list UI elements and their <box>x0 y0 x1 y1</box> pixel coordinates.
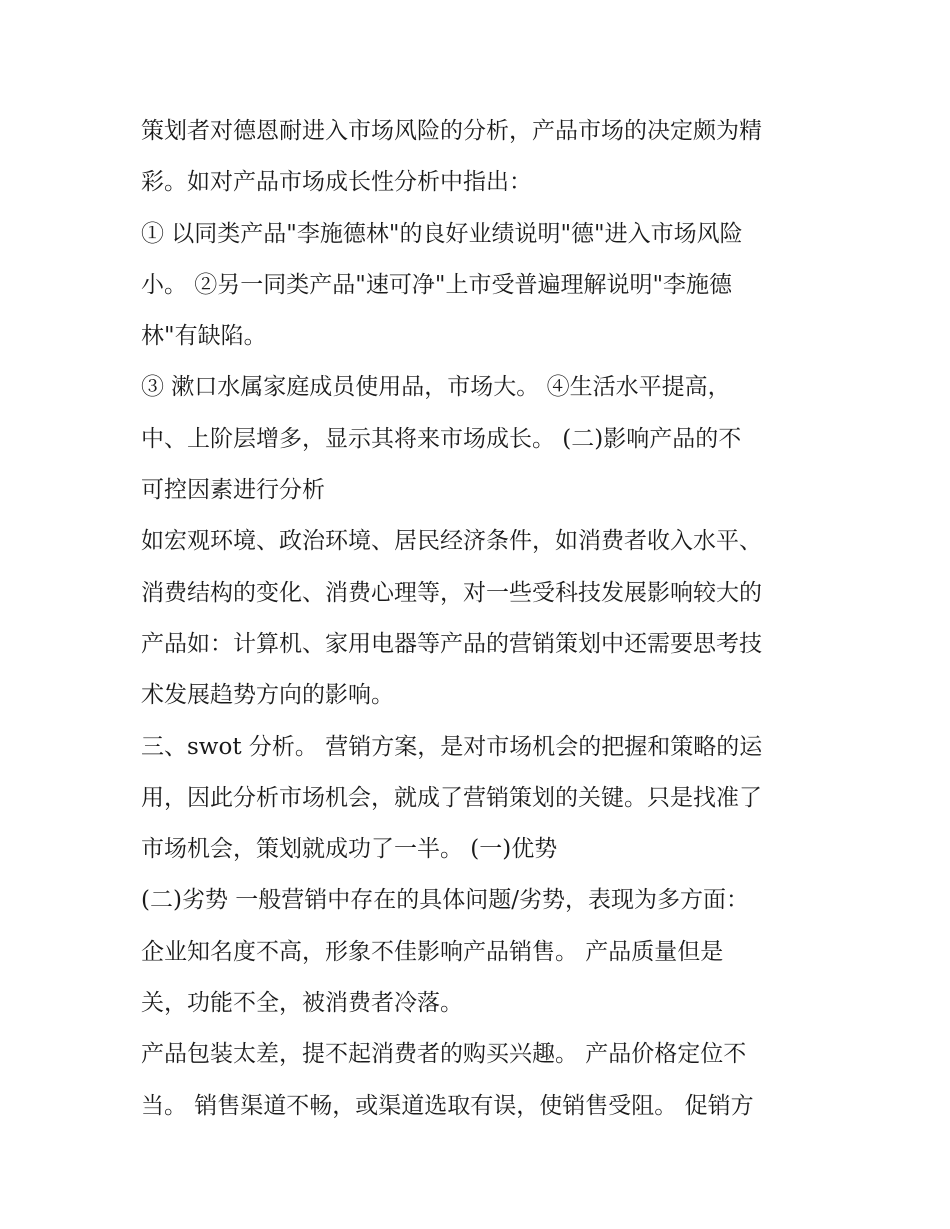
text-line: 彩。如对产品市场成长性分析中指出： <box>141 169 532 196</box>
text-line: (二)劣势 一般营销中存在的具体问题/劣势，表现为多方面： <box>141 887 750 914</box>
text-line: 策划者对德恩耐进入市场风险的分析，产品市场的决定颇为精 <box>141 118 762 144</box>
text-line: 当。 销售渠道不畅，或渠道选取有误，使销售受阻。 促销方 <box>141 1092 754 1119</box>
text-line: 产品包装太差，提不起消费者的购买兴趣。 产品价格定位不 <box>141 1041 747 1068</box>
text-line: 小。 ②另一同类产品"速可净"上市受普遍理解说明"李施德 <box>141 271 733 298</box>
text-line: 消费结构的变化、消费心理等，对一些受科技发展影响较大的 <box>141 579 762 606</box>
text-line: 三、swot 分析。 营销方案，是对市场机会的把握和策略的运 <box>141 733 763 760</box>
text-line: 可控因素进行分析 <box>141 477 325 504</box>
text-line: ① 以同类产品"李施德林"的良好业绩说明"德"进入市场风险 <box>141 220 743 247</box>
body-text <box>141 106 831 1132</box>
text-line: 产品如：计算机、家用电器等产品的营销策划中还需要思考技 <box>141 630 762 657</box>
text-line: 中、上阶层增多，显示其将来市场成长。 (二)影响产品的不 <box>141 425 742 452</box>
text-line: 用，因此分析市场机会，就成了营销策划的关键。只是找准了 <box>141 784 762 811</box>
text-line: 企业知名度不高，形象不佳影响产品销售。 产品质量但是 <box>141 938 724 965</box>
text-line: 林"有缺陷。 <box>141 323 267 350</box>
text-line: 如宏观环境、政治环境、居民经济条件，如消费者收入水平、 <box>141 528 762 555</box>
text-line: ③ 漱口水属家庭成员使用品，市场大。 ④生活水平提高， <box>141 374 731 401</box>
text-line: 关，功能不全，被消费者冷落。 <box>141 990 463 1017</box>
text-line: 术发展趋势方向的影响。 <box>141 682 394 709</box>
text-line: 市场机会，策划就成功了一半。 (一)优势 <box>141 836 558 863</box>
